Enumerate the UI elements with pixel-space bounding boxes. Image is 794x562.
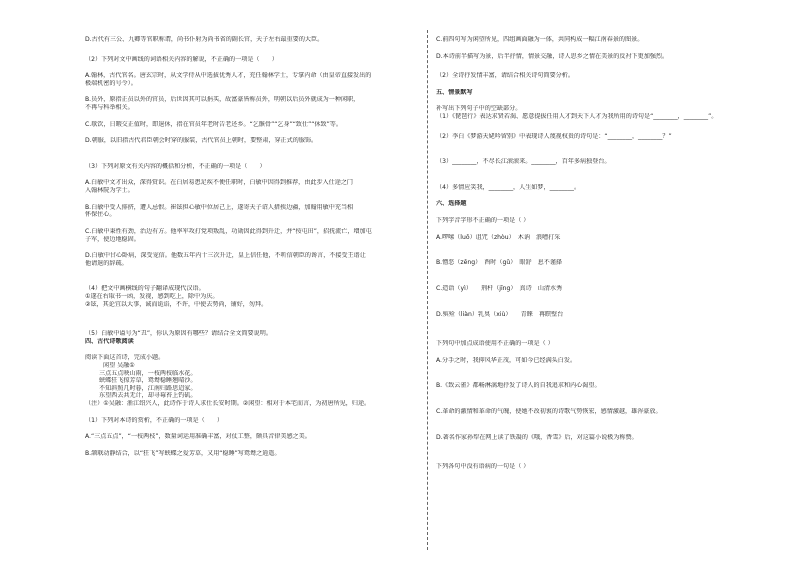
- text-line: C.造诣（yì） 荆杆（jīng） 真诗 山清水秀: [436, 284, 563, 292]
- line-spacer: [85, 145, 429, 163]
- line-spacer: [436, 293, 780, 311]
- text-line: C.前四句写为闲望所见，四组画面融为一体，共同构成一幅江南春景的图景。: [436, 36, 644, 43]
- text-line: 他请退的辞疏。: [85, 259, 128, 267]
- section-heading: 六、选择题: [436, 200, 467, 208]
- text-line: 不知斜照几时暮，江南归路思迢家。: [99, 384, 197, 392]
- right-column: [436, 36, 780, 471]
- text-line: （1）《琵琶行》表达求贤若渴、愿意提拔任用人才到天下人才为我所用的诗句是“________，________”。: [436, 113, 718, 121]
- text-line: （3）下列对原文有关内容的概括和分析，不正确的一项是（ ）: [85, 162, 266, 170]
- line-spacer: [85, 308, 429, 330]
- text-line: B.颔联动静结合，以“狂飞”写蛱蝶之爱芳草，又用“稳睡”写鸳鸯之逍遥。: [85, 449, 281, 457]
- line-spacer: [85, 87, 429, 96]
- line-spacer: [85, 424, 429, 433]
- text-line: （2）李白《梦游天姥吟留别》中表现诗人蔑视权贵的诗句是：“________，________？”: [436, 132, 672, 140]
- text-line: 入翰林院为学士。: [85, 187, 134, 195]
- line-spacer: [85, 219, 429, 228]
- text-line: （4）多情应笑我，________，人生如梦，________。: [436, 183, 581, 191]
- text-line: D.本诗前半描写为景，后半抒情，情景交融，诗人思乡之情在美景的反衬下更加强烈。: [436, 52, 669, 60]
- text-line: 极端机密的号令）。: [85, 79, 137, 87]
- line-spacer: [436, 267, 780, 285]
- line-spacer: [85, 170, 429, 179]
- line-spacer: [436, 348, 780, 357]
- text-line: C.革命的激情和革命的气魄，使她不改初衷的诗歌气势恢宏，感情激越，雄浑豪放。: [436, 407, 662, 415]
- line-spacer: [436, 390, 780, 408]
- column-divider: [427, 30, 428, 550]
- text-line: （4）把文中画横线的句子翻译成现代汉语。: [85, 285, 205, 293]
- text-line: 闲望 吴融①: [103, 362, 135, 370]
- line-spacer: [436, 96, 780, 105]
- section-heading: 五、情景默写: [436, 88, 473, 96]
- line-spacer: [85, 267, 429, 285]
- text-line: 阅读下面这首诗，完成小题。: [85, 354, 165, 362]
- line-spacer: [436, 416, 780, 434]
- text-line: 补写出下列句子中的空缺部分。: [436, 105, 522, 113]
- text-line: D.著名作家孙犁在网上读了铁凝的《哦，香雪》后，对这篇小说极为称赞。: [436, 433, 638, 441]
- line-spacer: [85, 243, 429, 252]
- line-spacer: [436, 60, 780, 72]
- text-line: 蛱蝶狂飞掠芳草，鸳鸯稳睡翘晴沙。: [99, 377, 197, 385]
- text-line: A.翰林，古代官名。唐玄宗时，从文学侍从中选拔优秀人才，充任翰林学士，专掌内命（由皇帝直接发出的: [85, 72, 372, 80]
- text-line: 下列各句中没有语病的一句是（ ）: [436, 463, 530, 471]
- text-line: （2）全诗抒发情丰富，请结合相关诗句简要分析。: [436, 72, 574, 80]
- text-line: ②铉，其论宜以大事，诚而诡谄，不许，中使去势尚，铺好，勿拜。: [85, 300, 268, 308]
- line-spacer: [436, 166, 780, 184]
- line-spacer: [436, 80, 780, 89]
- text-line: D.殡殓（liàn）乳臭（xiù） 青睐 再瞑壁台: [436, 310, 564, 318]
- line-spacer: [85, 345, 429, 354]
- line-spacer: [436, 191, 780, 200]
- text-line: D.白敏中甘心卧病，深受宠信。他数五年内十三次升迁，皇上信任他，不听信朝臣的谗言，不接受王谱让: [85, 252, 366, 260]
- text-line: D.古代有三公、九卿等官职称谓，尚书仆射为尚书省的副长官，天子左右最重要的大臣。: [85, 36, 324, 43]
- line-spacer: [436, 364, 780, 382]
- text-line: B.《致云雀》都畅淋漓地抒发了诗人的自我追求和内心渴望。: [436, 382, 601, 390]
- left-column: [85, 36, 429, 458]
- line-spacer: [85, 44, 429, 56]
- text-line: A.啰嗦（luō）诅咒（zhòu） 木讷 浪嘈打采: [436, 233, 561, 241]
- line-spacer: [436, 225, 780, 234]
- line-spacer: [85, 408, 429, 417]
- text-line: 子军，使边地稳固。: [85, 235, 140, 243]
- text-line: B.憎恶（zēng） 酉时（gǔ） 眼舒 息不谨择: [436, 259, 563, 267]
- line-spacer: [436, 241, 780, 259]
- line-spacer: [85, 441, 429, 450]
- text-line: （5）白敏中谥号为“丑”，你认为原因有哪些？请结合全文简要说明。: [85, 330, 272, 338]
- text-line: B.白敏中受人排挤，遭人忌恨。崔铉担心敏中位居己上，遂寄天子诏人措挨边疆，加翰用敏中充当相: [85, 203, 354, 211]
- line-spacer: [436, 318, 780, 340]
- text-line: A.“三点五点”，“一枝两枝”，数量词运用准确丰富，对仗工整，颇具音律美感之美。: [85, 433, 311, 441]
- text-line: C.白敏中秉性有劲，治边有方。他率军攻打党项叛乱，功勋因此得到升迁，并“按屯田”，招抚流亡，增加屯: [85, 227, 372, 235]
- line-spacer: [85, 195, 429, 204]
- text-line: （2）下列对文中画线的词语相关内容的解说，不正确的一项是（ ）: [85, 55, 278, 63]
- text-line: （1）下列对本诗的赏析，不正确的一项是（ ）: [85, 416, 223, 424]
- line-spacer: [436, 44, 780, 53]
- text-line: 三点五点映山雨，一枝两枝临水花。: [99, 369, 197, 377]
- text-line: （3）________，不尽长江滚滚来。________，百年多病独登台。: [436, 158, 611, 166]
- text-line: 不再与科举相关。: [85, 104, 134, 112]
- text-line: ①遂在右取书一函，发视，感到吃上，除中为庆。: [85, 292, 219, 300]
- text-line: A.白敏中文才出众，深得赏识。在白居易患足疾不便任职时，白敏中因得到推荐，由此步入仕途之门: [85, 179, 354, 187]
- text-line: B.员外，原指正员以外的官员，后世因其可以捐买，故富豪皆称员外，明朝以后员外就成为一种闲职，: [85, 96, 360, 104]
- line-spacer: [436, 208, 780, 217]
- line-spacer: [436, 140, 780, 158]
- line-spacer: [436, 441, 780, 463]
- line-spacer: [85, 128, 429, 137]
- text-line: 怀保住心。: [85, 211, 116, 219]
- text-line: 东望西去共无计，却寻莓苔上钓矶。: [99, 392, 197, 400]
- line-spacer: [85, 63, 429, 72]
- line-spacer: [85, 112, 429, 121]
- text-line: （注）①吴融：浙江绍兴人，此诗作于诗人求仕长安时期。②闲望：相对于本宅而言，为初唐所见，归途。: [85, 400, 371, 408]
- text-line: 下列句中加点成语使用不正确的一项是（ ）: [436, 340, 554, 348]
- text-line: A.分手之时，我抑风华正茂，可如今已经满头白发。: [436, 356, 577, 364]
- text-line: D.朝服，以旧指古代君臣朝会时穿的服装，古代官员上朝时，要整肃，穿正式的服饰。: [85, 137, 318, 145]
- section-heading: 四、古代诗歌阅读: [85, 337, 134, 345]
- text-line: 下列字音字形不正确的一项是（ ）: [436, 217, 530, 225]
- text-line: C.歇饮，日暇交正值时，即退休，指在官员年老时告老还乡。“乞骸骨”“乞身”“致仕”“休致”等。: [85, 120, 342, 128]
- line-spacer: [436, 121, 780, 133]
